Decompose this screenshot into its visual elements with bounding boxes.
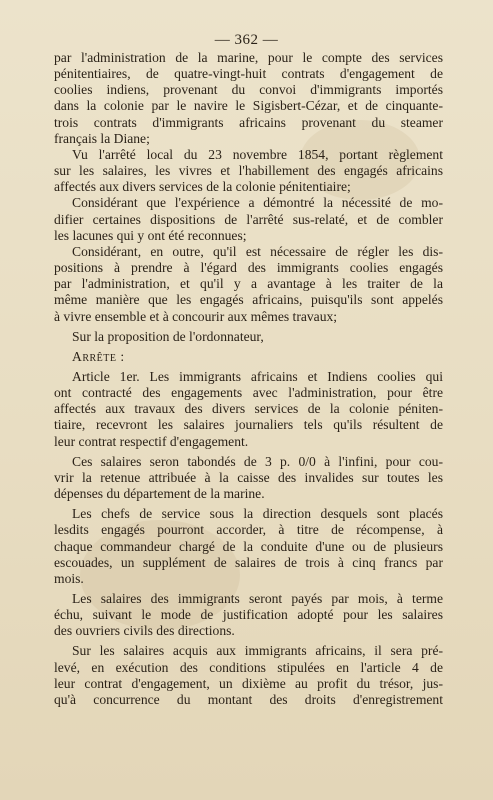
text-line: Considérant que l'expérience a démontré la nécessité de mo-	[72, 195, 443, 211]
text-line: vrir la retenue attribuée à la caisse des invalides sur toutes les	[54, 469, 443, 485]
page-number: — 362 —	[214, 32, 279, 48]
text-line: escouades, un supplément de salaires de trois à cinq francs par	[54, 554, 443, 570]
text-line: Les chefs de service sous la direction desquels sont placés	[72, 506, 443, 522]
text-line: Les salaires des immigrants seront payés par mois, à terme	[72, 591, 443, 606]
text-line: positions à prendre à l'égard des immigrants coolies engagés	[54, 260, 443, 276]
paragraph-article-1	[54, 369, 443, 450]
text-line: dépenses du département de la marine.	[54, 486, 265, 502]
body-text	[54, 50, 443, 708]
paragraph-vu-arrete	[54, 147, 443, 195]
text-line: difier certaines dispositions de l'arrêté sus-relaté, et de combler	[54, 211, 443, 227]
text-line: ont contracté des engagements avec l'administration, pour être	[54, 385, 443, 401]
paragraph-proposition	[54, 329, 443, 345]
text-line: trois contrats d'immigrants africains provenant du steamer	[54, 114, 443, 130]
paragraph-prelevement	[54, 643, 443, 708]
text-line: par l'administration, et qu'il y a avantage à les traiter de la	[54, 276, 443, 292]
text-line: par l'administration de la marine, pour le compte des services	[54, 50, 443, 65]
text-line: Article 1er. Les immigrants africains et Indiens coolies qui	[72, 368, 443, 384]
text-line: Sur les salaires acquis aux immigrants africains, il sera pré-	[72, 643, 443, 659]
paragraph-purchase-contracts	[54, 50, 443, 147]
text-line: coolies indiens, provenant du convoi d'immigrants importés	[54, 82, 443, 98]
text-line: à vivre ensemble et à concourir aux mêmes travaux;	[54, 308, 338, 324]
text-line: Sur la proposition de l'ordonnateur,	[72, 328, 264, 344]
paragraph-considerant-1	[54, 195, 443, 243]
paragraph-considerant-2	[54, 244, 443, 325]
arrete-heading: Arrête :	[72, 348, 125, 364]
text-line: les lacunes qui y ont été reconnues;	[54, 227, 247, 243]
text-line: lesdits engagés pourront accorder, à titre de récompense, à	[54, 522, 443, 538]
paragraph-paiement	[54, 591, 443, 639]
text-line: tiaire, recevront les salaires journaliers tels qu'ils résultent de	[54, 417, 443, 433]
text-line: leur contrat d'engagement, un dixième au profit du trésor, jus-	[54, 675, 443, 691]
text-line: mois.	[54, 570, 84, 586]
text-line: affectés aux travaux des divers services de la colonie péniten-	[54, 401, 443, 417]
text-line: même manière que les engagés africains, puisqu'ils sont appelés	[54, 292, 443, 308]
text-line: affectés aux divers services de la colonie pénitentiaire;	[54, 179, 351, 195]
text-line: échu, suivant le mode de justification adopté pour les salaires	[54, 607, 443, 623]
paragraph-arrete-heading	[54, 349, 443, 365]
paragraph-chefs-de-service	[54, 506, 443, 587]
text-line: Considérant, en outre, qu'il est nécessaire de régler les dis-	[72, 243, 443, 259]
text-line: leur contrat respectif d'engagement.	[54, 433, 249, 449]
text-line: pénitentiaires, de quatre-vingt-huit contrats d'engagement de	[54, 66, 443, 82]
text-line: sur les salaires, les vivres et l'habillement des engagés africains	[54, 163, 443, 179]
text-line: dans la colonie par le navire le Sigisbert-Cézar, et de cinquante-	[54, 98, 443, 114]
text-line: levé, en exécution des conditions stipulées en l'article 4 de	[54, 659, 443, 675]
text-line: qu'à concurrence du montant des droits d'enregistrement	[54, 691, 443, 707]
paragraph-salaires-abondes	[54, 454, 443, 502]
text-line: chaque commandeur chargé de la conduite d'une ou de plusieurs	[54, 538, 443, 554]
text-line: des ouvriers civils des directions.	[54, 623, 235, 639]
text-line: français la Diane;	[54, 130, 150, 146]
text-line: Vu l'arrêté local du 23 novembre 1854, portant règlement	[72, 146, 443, 162]
text-line: Ces salaires seron tabondés de 3 p. 0/0 à l'infini, pour cou-	[72, 453, 443, 469]
